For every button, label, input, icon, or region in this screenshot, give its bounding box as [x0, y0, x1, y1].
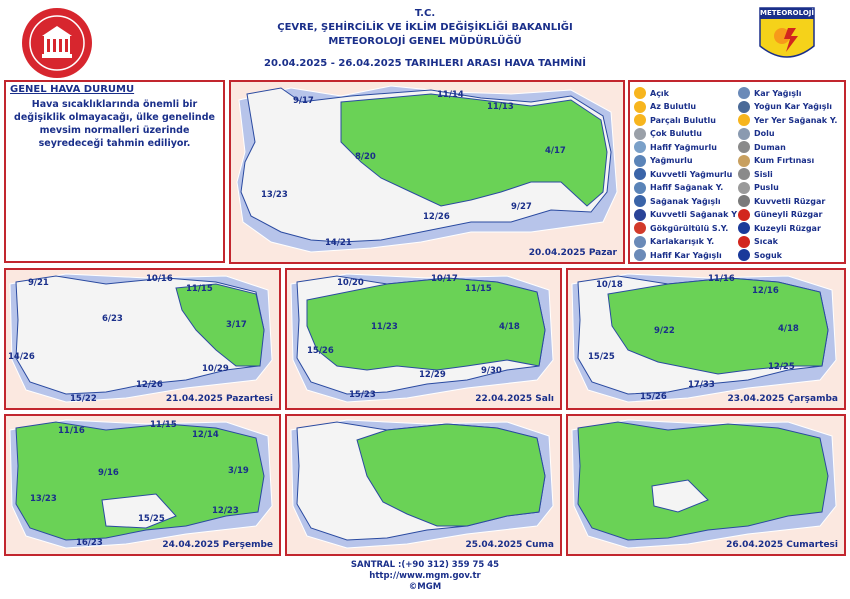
partly-cloudy-icon: [634, 114, 646, 126]
legend-label: Dolu: [754, 129, 775, 138]
legend-item: [738, 235, 778, 249]
temp-label: 12/26: [136, 380, 163, 390]
legend-label: Sıcak: [754, 237, 778, 246]
legend-item: [738, 221, 821, 235]
turkey-map-small: [287, 416, 560, 554]
legend-label: Hafif Kar Yağışlı: [650, 250, 722, 260]
sandstorm-icon: [738, 155, 750, 167]
temp-label: 8/20: [355, 152, 376, 162]
sun-icon: [634, 87, 646, 99]
legend-item: [634, 221, 728, 235]
light-snow-icon: [634, 249, 646, 261]
turkey-map-small: [287, 270, 560, 408]
footer-phone: SANTRAL :(+90 312) 359 75 45: [350, 560, 500, 570]
cold-icon: [738, 249, 750, 261]
temp-label: 10/16: [146, 274, 173, 284]
legend-item: [738, 86, 802, 100]
temp-label: 13/23: [261, 190, 288, 200]
general-weather-text: Hava sıcaklıklarında önemli bir değişiklik olmayacağı, ülke genelinde mevsim normalleri üzerinde seyredeceği tahmin ediliyor.: [14, 99, 215, 149]
temp-label: 11/15: [186, 284, 213, 294]
temp-label: 6/23: [102, 314, 123, 324]
legend-label: Kum Fırtınası: [754, 156, 815, 165]
legend-item: [738, 194, 825, 208]
legend-label: Puslu: [754, 183, 779, 192]
temp-label: 4/18: [499, 322, 520, 332]
legend-item: [738, 140, 786, 154]
light-rain-icon: [634, 141, 646, 153]
temp-label: 4/18: [778, 324, 799, 334]
legend-item: [738, 127, 775, 141]
hail-icon: [738, 128, 750, 140]
legend-label: Yer Yer Sağanak Y.: [754, 115, 838, 125]
heavy-shower-icon: [634, 209, 646, 221]
temp-label: 9/27: [511, 202, 532, 212]
general-weather-title: GENEL HAVA DURUMU: [10, 84, 135, 95]
temp-label: 16/23: [76, 538, 103, 548]
legend-label: Soguk: [754, 250, 782, 260]
legend-label: Duman: [754, 142, 786, 152]
directorate-name: METEOROLOJİ GENEL MÜDÜRLÜĞÜ: [328, 36, 522, 47]
temp-label: 12/26: [423, 212, 450, 222]
map-date-label: 21.04.2025 Pazartesi: [165, 394, 273, 404]
legend-item: [634, 127, 702, 141]
north-wind-icon: [738, 222, 750, 234]
strong-wind-icon: [738, 195, 750, 207]
temp-label: 9/30: [481, 366, 502, 376]
header: [0, 0, 850, 80]
legend-item: [634, 113, 716, 127]
temp-label: 15/22: [70, 394, 97, 404]
turkey-map-main: [231, 82, 623, 262]
map-date-label: 24.04.2025 Perşembe: [162, 540, 273, 550]
temp-label: 15/25: [138, 514, 165, 524]
legend-item: [738, 113, 837, 127]
legend-label: Az Bulutlu: [650, 102, 697, 111]
legend-item: [634, 140, 717, 154]
light-shower-icon: [634, 182, 646, 194]
fog-icon: [738, 168, 750, 180]
temp-label: 10/17: [431, 274, 458, 284]
turkey-map-small: [6, 416, 279, 554]
legend-label: Yağmurlu: [650, 156, 693, 165]
temp-label: 12/29: [419, 370, 446, 380]
temp-label: 9/21: [28, 278, 49, 288]
meteoroloji-logo: [758, 6, 816, 68]
legend-label: Kuvvetli Sağanak Y: [650, 210, 737, 219]
temp-label: 10/20: [337, 278, 364, 288]
legend-label: Sağanak Yağışlı: [650, 196, 721, 206]
thunderstorm-icon: [634, 222, 646, 234]
legend-label: Çok Bulutlu: [650, 129, 702, 138]
legend-item: [634, 194, 721, 208]
temp-label: 12/25: [768, 362, 795, 372]
legend-label: Güneyli Rüzgar: [754, 210, 823, 219]
turkey-map-small: [568, 416, 844, 554]
sun-cloud-icon: [634, 101, 646, 113]
general-weather-panel: [4, 80, 225, 263]
legend-item: [738, 167, 773, 181]
map-day-5: [285, 414, 562, 556]
temp-label: 11/14: [437, 90, 464, 100]
temp-label: 12/14: [192, 430, 219, 440]
ministry-name: ÇEVRE, ŞEHİRCİLİK VE İKLİM DEĞİŞİKLİĞİ BAKANLIĞI: [277, 22, 573, 33]
temp-label: 15/25: [588, 352, 615, 362]
temp-label: 9/17: [293, 96, 314, 106]
map-day-0: [229, 80, 625, 264]
footer-url[interactable]: http://www.mgm.gov.tr: [369, 571, 481, 581]
temp-label: 11/13: [487, 102, 514, 112]
map-date-label: 23.04.2025 Çarşamba: [727, 394, 838, 404]
legend-item: [738, 208, 822, 222]
legend-label: Açık: [650, 88, 669, 98]
legend-item: [634, 154, 693, 168]
legend-item: [634, 181, 723, 195]
legend-panel: [628, 80, 846, 264]
legend-item: [634, 208, 737, 222]
temp-label: 15/26: [307, 346, 334, 356]
legend-label: Kuvvetli Yağmurlu: [650, 169, 733, 179]
legend-item: [738, 100, 832, 114]
legend-label: Kar Yağışlı: [754, 88, 802, 98]
footer-copyright: ©MGM: [408, 582, 442, 592]
smoke-icon: [738, 141, 750, 153]
scattered-shower-icon: [738, 114, 750, 126]
legend-label: Kuzeyli Rüzgar: [754, 223, 821, 233]
shower-icon: [634, 195, 646, 207]
map-date-label: 22.04.2025 Salı: [475, 394, 554, 404]
legend-label: Gökgürültülü S.Y.: [650, 223, 729, 233]
temp-label: 10/29: [202, 364, 229, 374]
meteoroloji-logo-text: METEOROLOJİ: [760, 9, 814, 17]
temp-label: 14/26: [8, 352, 35, 362]
temp-label: 12/23: [212, 506, 239, 516]
legend-item: [634, 167, 732, 181]
forecast-period: 20.04.2025 - 26.04.2025 TARIHLERI ARASI HAVA TAHMİNİ: [263, 58, 586, 69]
legend-label: Parçalı Bulutlu: [650, 115, 716, 125]
hot-icon: [738, 236, 750, 248]
temp-label: 11/15: [150, 420, 177, 430]
temp-label: 15/23: [349, 390, 376, 400]
heavy-snow-icon: [738, 101, 750, 113]
temp-label: 15/26: [640, 392, 667, 402]
legend-label: Kuvvetli Rüzgar: [754, 196, 826, 206]
sleet-icon: [634, 236, 646, 248]
temp-label: 11/16: [58, 426, 85, 436]
temp-label: 9/16: [98, 468, 119, 478]
heavy-rain-icon: [634, 168, 646, 180]
map-day-1: [4, 268, 281, 410]
map-day-6: [566, 414, 846, 556]
legend-item: [634, 248, 722, 262]
temp-label: 11/15: [465, 284, 492, 294]
map-date-label: 26.04.2025 Cumartesi: [726, 540, 838, 550]
legend-label: Yoğun Kar Yağışlı: [754, 102, 832, 111]
legend-label: Hafif Yağmurlu: [650, 142, 717, 152]
legend-item: [634, 100, 696, 114]
map-date-label: 20.04.2025 Pazar: [528, 248, 617, 258]
temp-label: 12/16: [752, 286, 779, 296]
temp-label: 3/19: [228, 466, 249, 476]
temp-label: 17/33: [688, 380, 715, 390]
legend-item: [738, 154, 814, 168]
header-line1: T.C.: [414, 8, 436, 19]
temp-label: 13/23: [30, 494, 57, 504]
map-day-2: [285, 268, 562, 410]
haze-icon: [738, 182, 750, 194]
legend-label: Karlakarışık Y.: [650, 237, 715, 246]
map-day-4: [4, 414, 281, 556]
temp-label: 3/17: [226, 320, 247, 330]
legend-item: [738, 248, 782, 262]
temp-label: 10/18: [596, 280, 623, 290]
rain-icon: [634, 155, 646, 167]
map-date-label: 25.04.2025 Cuma: [465, 540, 554, 550]
legend-label: Sisli: [754, 169, 773, 179]
temp-label: 11/16: [708, 274, 735, 284]
cloud-icon: [634, 128, 646, 140]
south-wind-icon: [738, 209, 750, 221]
legend-item: [634, 235, 714, 249]
temp-label: 14/21: [325, 238, 352, 248]
map-day-3: [566, 268, 846, 410]
snow-icon: [738, 87, 750, 99]
legend-item: [738, 181, 779, 195]
temp-label: 4/17: [545, 146, 566, 156]
legend-item: [634, 86, 669, 100]
legend-label: Hafif Sağanak Y.: [650, 183, 724, 192]
temp-label: 9/22: [654, 326, 675, 336]
temp-label: 11/23: [371, 322, 398, 332]
